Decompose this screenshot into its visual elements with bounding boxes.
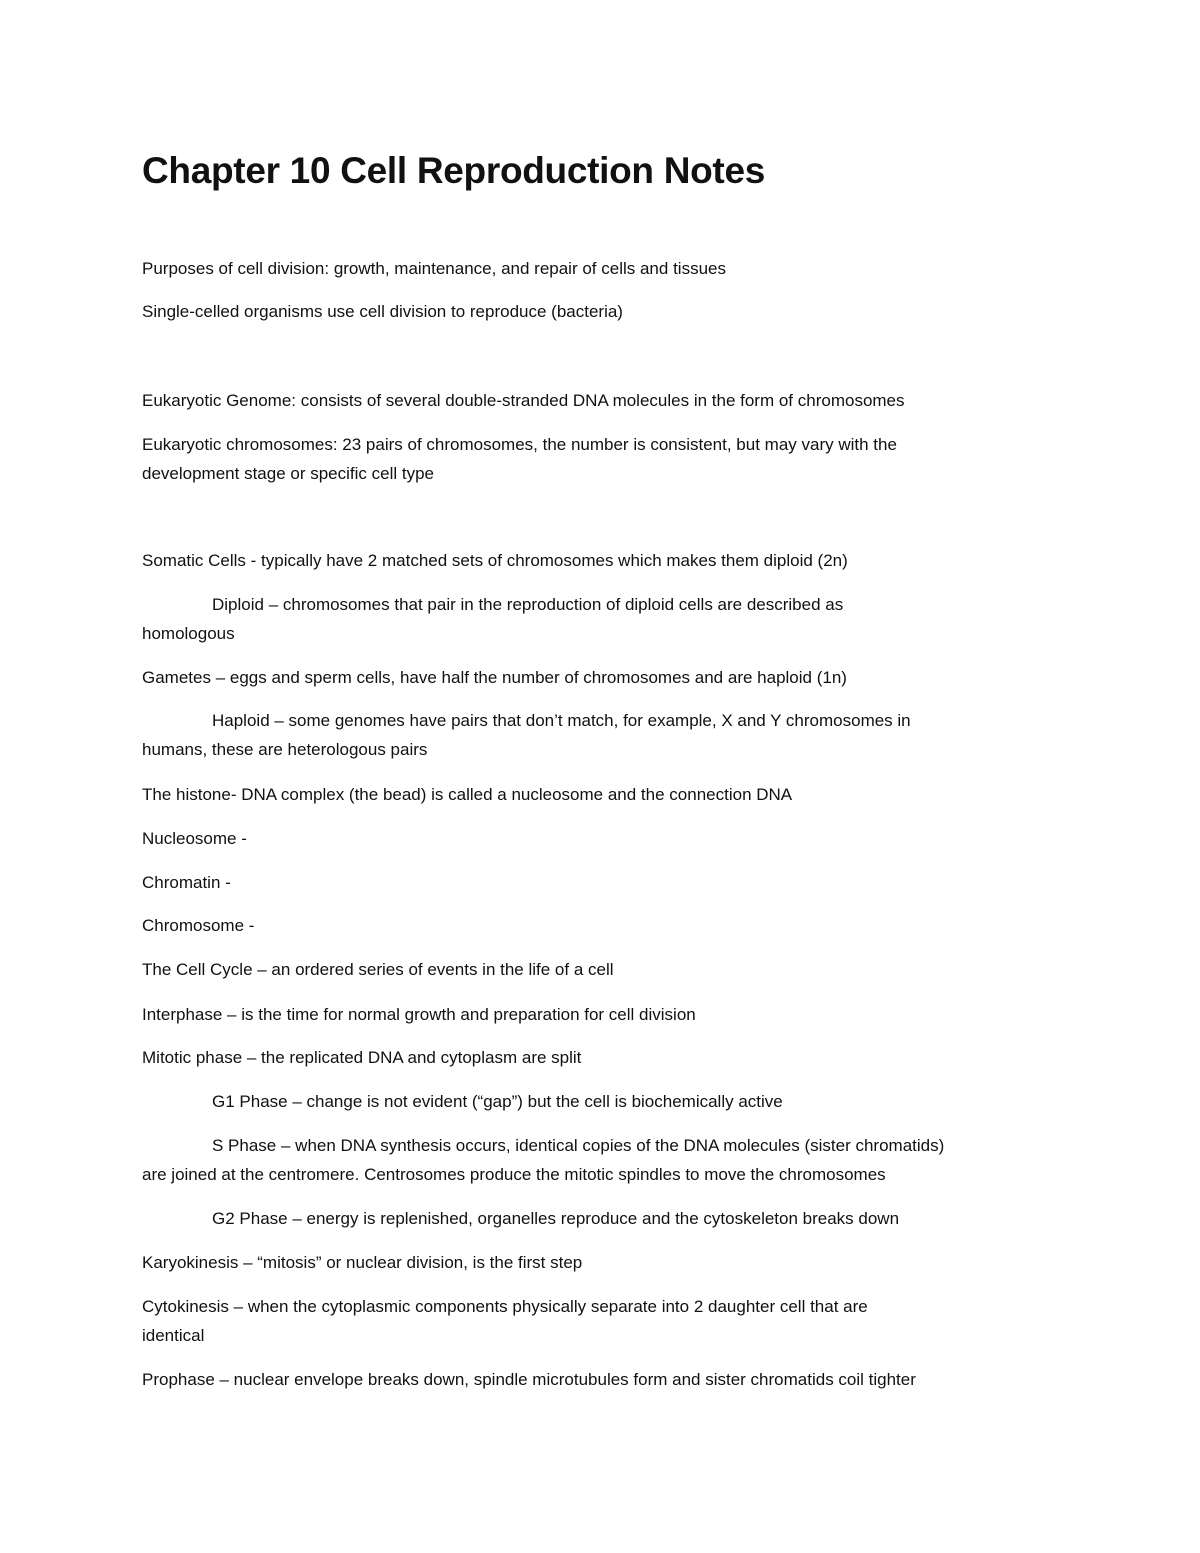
text-line: Prophase – nuclear envelope breaks down, spindle microtubules form and sister chromatids coil tighter xyxy=(142,1370,916,1389)
text-line: Interphase – is the time for normal growth and preparation for cell division xyxy=(142,1005,696,1024)
text-line: Gametes – eggs and sperm cells, have half the number of chromosomes and are haploid (1n) xyxy=(142,668,847,687)
text-line: development stage or specific cell type xyxy=(142,464,434,483)
text-line: Diploid – chromosomes that pair in the reproduction of diploid cells are described as xyxy=(212,595,844,614)
text-line: are joined at the centromere. Centrosomes produce the mitotic spindles to move the chromosomes xyxy=(142,1165,886,1184)
text-line: Single-celled organisms use cell division to reproduce (bacteria) xyxy=(142,302,623,321)
text-line: Karyokinesis – “mitosis” or nuclear division, is the first step xyxy=(142,1253,583,1272)
document-page xyxy=(142,0,1062,1553)
text-line: Eukaryotic Genome: consists of several double-stranded DNA molecules in the form of chromosomes xyxy=(142,391,905,410)
text-line: Chromosome - xyxy=(142,916,255,935)
text-line: Haploid – some genomes have pairs that don’t match, for example, X and Y chromosomes in xyxy=(212,711,911,730)
text-line: The histone- DNA complex (the bead) is called a nucleosome and the connection DNA xyxy=(142,785,793,804)
text-line: humans, these are heterologous pairs xyxy=(142,740,428,759)
text-line: Nucleosome - xyxy=(142,829,247,848)
text-line: Purposes of cell division: growth, maintenance, and repair of cells and tissues xyxy=(142,259,726,278)
text-line: homologous xyxy=(142,624,235,643)
text-line: S Phase – when DNA synthesis occurs, identical copies of the DNA molecules (sister chromatids) xyxy=(212,1136,945,1155)
text-line: Cytokinesis – when the cytoplasmic components physically separate into 2 daughter cell that are xyxy=(142,1297,868,1316)
text-line: G2 Phase – energy is replenished, organelles reproduce and the cytoskeleton breaks down xyxy=(212,1209,900,1228)
document-title: Chapter 10 Cell Reproduction Notes xyxy=(142,150,766,191)
text-line: The Cell Cycle – an ordered series of events in the life of a cell xyxy=(142,960,614,979)
text-line: Chromatin - xyxy=(142,873,231,892)
text-line: Mitotic phase – the replicated DNA and cytoplasm are split xyxy=(142,1048,582,1067)
text-line: Eukaryotic chromosomes: 23 pairs of chromosomes, the number is consistent, but may vary with the xyxy=(142,435,897,454)
text-line: identical xyxy=(142,1326,205,1345)
text-line: G1 Phase – change is not evident (“gap”) but the cell is biochemically active xyxy=(212,1092,783,1111)
text-line: Somatic Cells - typically have 2 matched sets of chromosomes which makes them diploid (2n) xyxy=(142,551,848,570)
